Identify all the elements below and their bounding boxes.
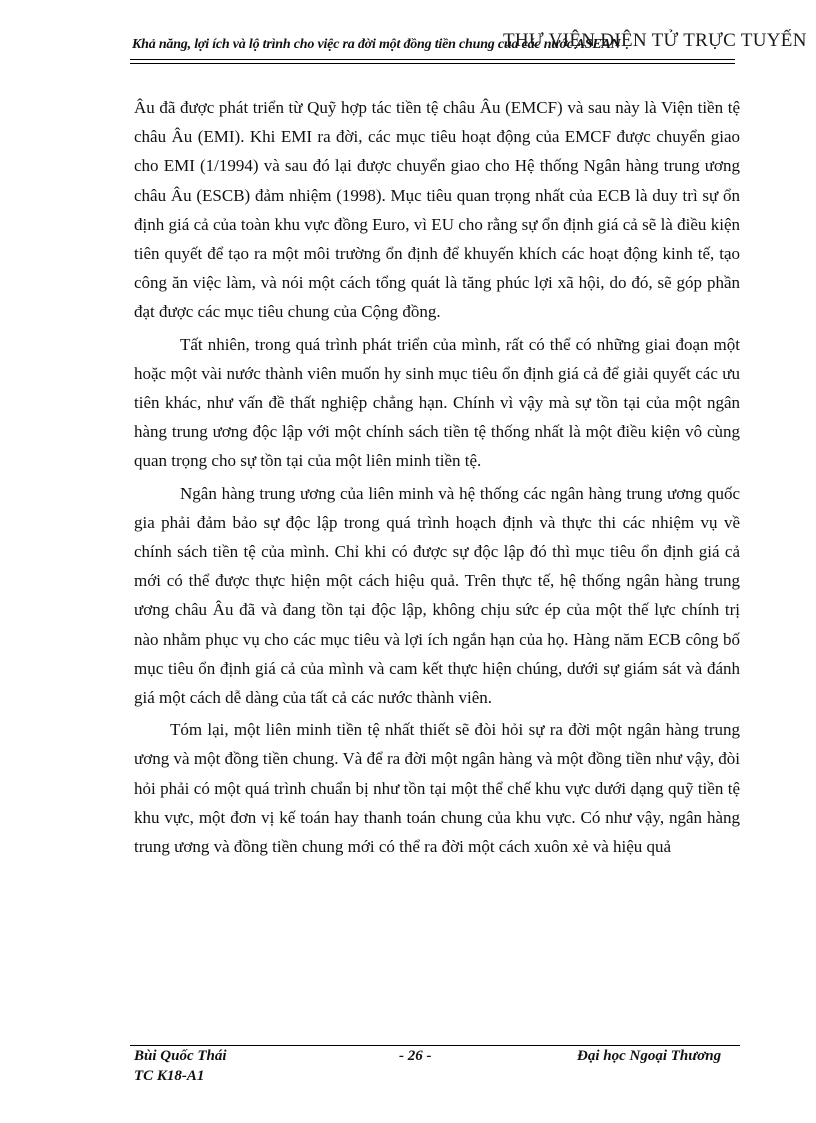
watermark: THƯ VIỆN ĐIỆN TỬ TRỰC TUYẾN — [503, 30, 807, 51]
paragraph: Tất nhiên, trong quá trình phát triển của mình, rất có thể có những giai đoạn một hoặc một vài nước thành viên muốn hy sinh mục tiêu ổn định giá cả để giải quyết các ưu tiên khác, như vấn đề thất nghiệp chẳng hạn. Chính vì vậy mà sự tồn tại của một ngân hàng trung ương độc lập với một chính sách tiền tệ thống nhất là một điều kiện vô cùng quan trọng cho sự tồn tại của một liên minh tiền tệ. — [134, 334, 740, 471]
footer-author: Bùi Quốc Thái — [134, 1048, 227, 1064]
paragraph: Âu đã được phát triển từ Quỹ hợp tác tiền tệ châu Âu (EMCF) và sau này là Viện tiền tệ châu Âu (EMI). Khi EMI ra đời, các mục tiêu hoạt động của EMCF được chuyển giao cho EMI (1/1994) và sau đó lại được chuyển giao cho Hệ thống Ngân hàng trung ương châu Âu (ESCB) đảm nhiệm (1998). Mục tiêu quan trọng nhất của ECB là duy trì sự ổn định giá cả của toàn khu vực đồng Euro, vì EU cho rằng sự ổn định giá cả sẽ là điều kiện tiên quyết để tạo ra một môi trường ổn định để khuyến khích các hoạt động kinh tế, tạo công ăn việc làm, và nói một cách tổng quát là tăng phúc lợi xã hội, do đó, sẽ góp phần đạt được các mục tiêu chung của Cộng đồng. — [134, 98, 740, 322]
footer-rule — [130, 1045, 740, 1046]
paragraph: Tóm lại, một liên minh tiền tệ nhất thiết sẽ đòi hỏi sự ra đời một ngân hàng trung ương và một đồng tiền chung. Và để ra đời một ngân hàng và một đồng tiền như vậy, đòi hỏi phải có một quá trình chuẩn bị như tồn tại một thể chế khu vực dưới dạng quỹ tiền tệ khu vực, một đơn vị kế toán hay thanh toán chung của khu vực. Có như vậy, ngân hàng trung ương và đồng tiền chung mới có thể ra đời một cách xuôn xẻ và hiệu quả — [134, 720, 740, 857]
footer-class: TC K18-A1 — [134, 1068, 205, 1084]
page-number: - 26 - — [399, 1048, 432, 1064]
document-body — [134, 93, 740, 864]
header-rule — [130, 59, 735, 64]
footer-school: Đại học Ngoại Thương — [577, 1048, 722, 1064]
header-title: Khả năng, lợi ích và lộ trình cho việc ra đời một đồng tiền chung của các nước ASEAN — [132, 37, 621, 52]
paragraph: Ngân hàng trung ương của liên minh và hệ thống các ngân hàng trung ương quốc gia phải đảm bảo sự độc lập trong quá trình hoạch định và thực thi các nhiệm vụ về chính sách tiền tệ của mình. Chỉ khi có được sự độc lập đó thì mục tiêu ổn định giá cả mới có thể được thực hiện một cách hiệu quả. Trên thực tế, hệ thống ngân hàng trung ương châu Âu đã và đang tồn tại độc lập, không chịu sức ép của một thế lực chính trị nào nhằm phục vụ cho các mục tiêu và lợi ích ngắn hạn của họ. Hàng năm ECB công bố mục tiêu ổn định giá cả của mình và cam kết thực hiện chúng, dưới sự giám sát và đánh giá một cách dễ dàng của tất cả các nước thành viên. — [134, 483, 740, 708]
